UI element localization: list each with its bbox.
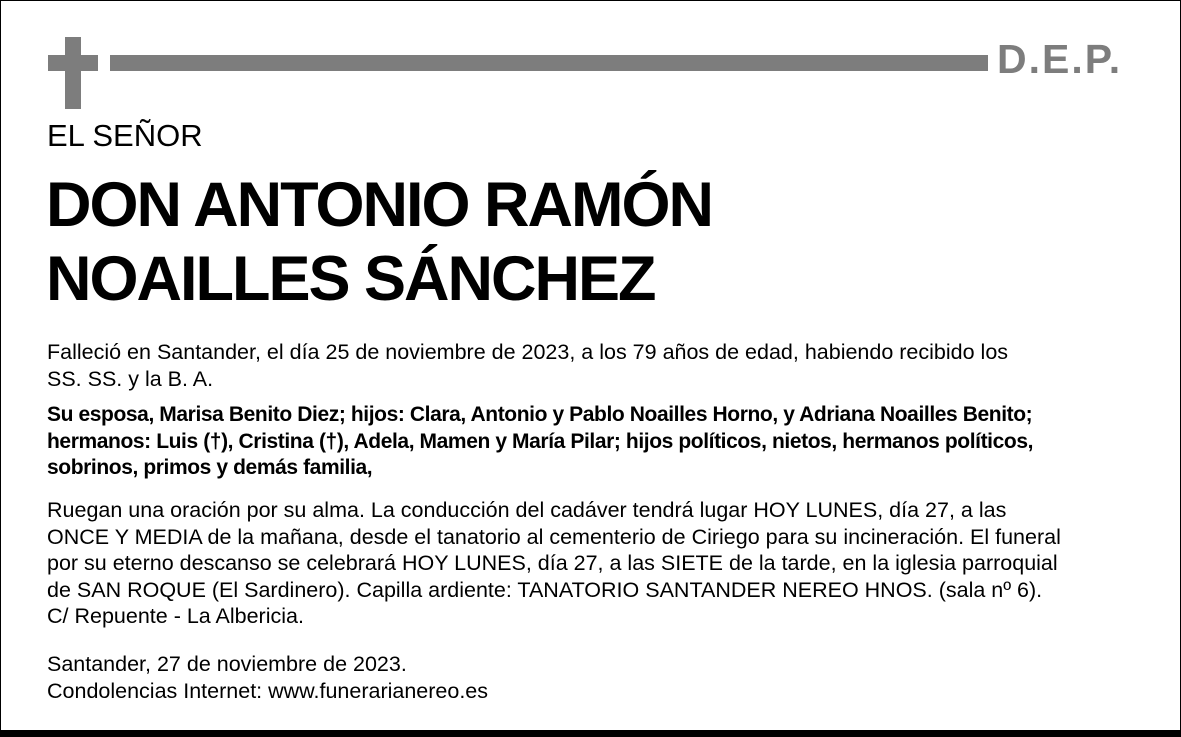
deceased-name xyxy=(46,168,712,316)
dep-label: D.E.P. xyxy=(997,36,1123,82)
family-line: sobrinos, primos y demás familia, xyxy=(47,456,373,479)
death-notice-line: Falleció en Santander, el día 25 de noviembre de 2023, a los 79 años de edad, habiendo recibido los xyxy=(47,340,1009,364)
service-line: C/ Repuente - La Albericia. xyxy=(47,604,304,628)
footer-paragraph xyxy=(47,651,488,704)
death-notice-line: SS. SS. y la B. A. xyxy=(47,366,214,391)
header-rule xyxy=(110,55,988,71)
cross-icon xyxy=(48,37,98,109)
service-line: de SAN ROQUE (El Sardinero). Capilla ardiente: TANATORIO SANTANDER NEREO HNOS. (sala nº 6). xyxy=(47,577,1043,602)
service-paragraph xyxy=(47,497,1061,630)
family-line: Su esposa, Marisa Benito Diez; hijos: Clara, Antonio y Pablo Noailles Horno, y Adriana Noailles Benito; xyxy=(47,403,1033,426)
place-date: Santander, 27 de noviembre de 2023. xyxy=(47,652,407,676)
honorific: EL SEÑOR xyxy=(47,118,203,153)
family-line: hermanos: Luis (†), Cristina (†), Adela, Mamen y María Pilar; hijos políticos, nietos, hermanos políticos, xyxy=(47,429,1034,453)
service-line: ONCE Y MEDIA de la mañana, desde el tanatorio al cementerio de Ciriego para su incineración. El funeral xyxy=(47,524,1061,549)
name-line-1: DON ANTONIO RAMÓN xyxy=(46,170,712,240)
name-line-2: NOAILLES SÁNCHEZ xyxy=(46,244,655,314)
service-line: por su eterno descanso se celebrará HOY LUNES, día 27, a las SIETE de la tarde, en la iglesia parroquial xyxy=(47,551,1058,575)
death-notice-paragraph xyxy=(47,339,1008,392)
condolences-line: Condolencias Internet: www.funerarianereo.es xyxy=(47,678,489,703)
service-line: Ruegan una oración por su alma. La conducción del cadáver tendrá lugar HOY LUNES, día 27, a las xyxy=(47,498,1007,522)
family-paragraph xyxy=(47,402,1033,482)
